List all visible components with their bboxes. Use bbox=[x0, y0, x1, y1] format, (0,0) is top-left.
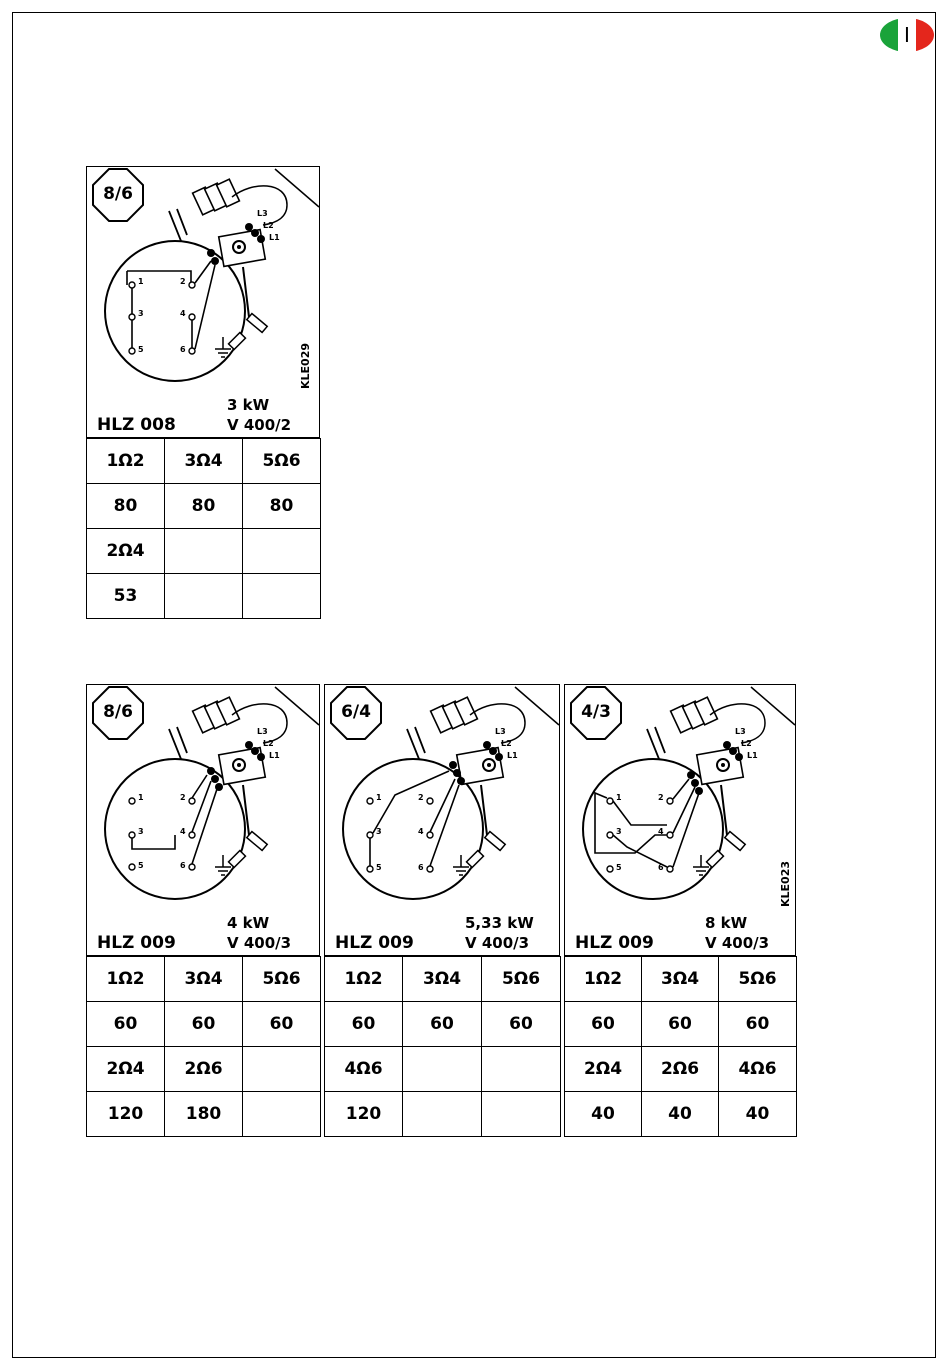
table-cell: 2Ω4 bbox=[87, 529, 165, 574]
table-cell: 60 bbox=[165, 1002, 243, 1047]
voltage-label: V 400/2 bbox=[227, 416, 292, 434]
table-row bbox=[565, 1092, 797, 1137]
table-cell: 60 bbox=[403, 1002, 482, 1047]
line-label-l2: L2 bbox=[263, 739, 274, 748]
terminal-2: 2 bbox=[658, 793, 664, 802]
terminal-4: 4 bbox=[180, 309, 186, 318]
model-label: HLZ 009 bbox=[575, 933, 654, 953]
ratio-label: 8/6 bbox=[103, 702, 133, 722]
resistance-table bbox=[324, 956, 561, 1137]
table-cell: 80 bbox=[87, 484, 165, 529]
terminal-1: 1 bbox=[616, 793, 622, 802]
table-row bbox=[87, 574, 321, 619]
table-cell: 3Ω4 bbox=[165, 439, 243, 484]
model-label: HLZ 009 bbox=[335, 933, 414, 953]
terminal-6: 6 bbox=[180, 345, 186, 354]
table-row bbox=[565, 1047, 797, 1092]
terminal-2: 2 bbox=[180, 793, 186, 802]
voltage-label: V 400/3 bbox=[705, 934, 770, 952]
table-row bbox=[325, 1092, 561, 1137]
wiring-diagram bbox=[86, 684, 320, 956]
voltage-label: V 400/3 bbox=[465, 934, 530, 952]
diagram-code: KLE023 bbox=[779, 860, 792, 907]
terminal-5: 5 bbox=[138, 345, 144, 354]
table-row bbox=[87, 1092, 321, 1137]
terminal-3: 3 bbox=[138, 827, 144, 836]
table-row bbox=[87, 484, 321, 529]
voltage-label: V 400/3 bbox=[227, 934, 292, 952]
table-cell: 4Ω6 bbox=[325, 1047, 403, 1092]
table-cell bbox=[243, 1092, 321, 1137]
table-cell: 2Ω4 bbox=[565, 1047, 642, 1092]
table-row bbox=[87, 439, 321, 484]
line-label-l2: L2 bbox=[741, 739, 752, 748]
terminal-4: 4 bbox=[658, 827, 664, 836]
table-cell: 3Ω4 bbox=[403, 957, 482, 1002]
table-cell: 2Ω6 bbox=[642, 1047, 719, 1092]
table-cell: 60 bbox=[87, 1002, 165, 1047]
table-cell: 5Ω6 bbox=[482, 957, 561, 1002]
table-cell: 53 bbox=[87, 574, 165, 619]
table-cell: 40 bbox=[642, 1092, 719, 1137]
table-cell: 4Ω6 bbox=[719, 1047, 797, 1092]
table-cell: 3Ω4 bbox=[642, 957, 719, 1002]
table-row bbox=[87, 957, 321, 1002]
power-label: 8 kW bbox=[705, 914, 748, 932]
wiring-diagram bbox=[86, 166, 320, 438]
terminal-1: 1 bbox=[138, 277, 144, 286]
model-label: HLZ 009 bbox=[97, 933, 176, 953]
table-cell bbox=[165, 529, 243, 574]
line-label-l1: L1 bbox=[507, 751, 518, 760]
table-cell: 40 bbox=[719, 1092, 797, 1137]
line-label-l1: L1 bbox=[269, 233, 280, 242]
table-cell: 60 bbox=[325, 1002, 403, 1047]
line-label-l2: L2 bbox=[501, 739, 512, 748]
table-cell: 40 bbox=[565, 1092, 642, 1137]
table-row bbox=[87, 1002, 321, 1047]
line-label-l3: L3 bbox=[735, 727, 746, 736]
power-label: 4 kW bbox=[227, 914, 270, 932]
table-row bbox=[325, 1047, 561, 1092]
terminal-3: 3 bbox=[138, 309, 144, 318]
table-cell: 120 bbox=[325, 1092, 403, 1137]
table-cell: 5Ω6 bbox=[719, 957, 797, 1002]
wiring-diagram bbox=[564, 684, 796, 956]
diagram-drawing bbox=[87, 685, 321, 957]
table-cell bbox=[482, 1047, 561, 1092]
terminal-5: 5 bbox=[616, 863, 622, 872]
table-row bbox=[565, 957, 797, 1002]
language-flag-icon[interactable] bbox=[878, 16, 936, 54]
power-label: 5,33 kW bbox=[465, 914, 534, 932]
table-cell: 1Ω2 bbox=[87, 439, 165, 484]
resistance-table bbox=[86, 956, 321, 1137]
table-row bbox=[565, 1002, 797, 1047]
diagram-code: KLE029 bbox=[299, 342, 312, 389]
line-label-l3: L3 bbox=[495, 727, 506, 736]
table-cell: 80 bbox=[243, 484, 321, 529]
table-cell: 5Ω6 bbox=[243, 439, 321, 484]
table-cell bbox=[403, 1092, 482, 1137]
terminal-4: 4 bbox=[180, 827, 186, 836]
power-label: 3 kW bbox=[227, 396, 270, 414]
table-cell: 1Ω2 bbox=[325, 957, 403, 1002]
resistance-table bbox=[86, 438, 321, 619]
table-cell: 60 bbox=[642, 1002, 719, 1047]
table-row bbox=[325, 957, 561, 1002]
table-cell: 120 bbox=[87, 1092, 165, 1137]
table-cell bbox=[243, 529, 321, 574]
table-cell: 80 bbox=[165, 484, 243, 529]
line-label-l1: L1 bbox=[747, 751, 758, 760]
table-cell: 60 bbox=[565, 1002, 642, 1047]
line-label-l3: L3 bbox=[257, 209, 268, 218]
terminal-1: 1 bbox=[138, 793, 144, 802]
table-cell: 5Ω6 bbox=[243, 957, 321, 1002]
ratio-label: 8/6 bbox=[103, 184, 133, 204]
table-cell bbox=[165, 574, 243, 619]
table-cell bbox=[482, 1092, 561, 1137]
table-cell: 1Ω2 bbox=[565, 957, 642, 1002]
line-label-l2: L2 bbox=[263, 221, 274, 230]
table-cell: 60 bbox=[482, 1002, 561, 1047]
table-row bbox=[325, 1002, 561, 1047]
ratio-label: 6/4 bbox=[341, 702, 371, 722]
resistance-table bbox=[564, 956, 797, 1137]
terminal-3: 3 bbox=[376, 827, 382, 836]
table-cell bbox=[243, 1047, 321, 1092]
terminal-4: 4 bbox=[418, 827, 424, 836]
terminal-5: 5 bbox=[376, 863, 382, 872]
terminal-6: 6 bbox=[658, 863, 664, 872]
terminal-6: 6 bbox=[180, 861, 186, 870]
terminal-6: 6 bbox=[418, 863, 424, 872]
table-cell bbox=[243, 574, 321, 619]
table-cell: 60 bbox=[719, 1002, 797, 1047]
table-row bbox=[87, 1047, 321, 1092]
model-label: HLZ 008 bbox=[97, 415, 176, 435]
terminal-2: 2 bbox=[180, 277, 186, 286]
wiring-diagram bbox=[324, 684, 560, 956]
diagram-drawing bbox=[87, 167, 321, 439]
diagram-drawing bbox=[565, 685, 797, 957]
terminal-2: 2 bbox=[418, 793, 424, 802]
table-cell: 2Ω6 bbox=[165, 1047, 243, 1092]
table-cell: 2Ω4 bbox=[87, 1047, 165, 1092]
line-label-l1: L1 bbox=[269, 751, 280, 760]
terminal-5: 5 bbox=[138, 861, 144, 870]
table-cell: 60 bbox=[243, 1002, 321, 1047]
flag-letter: I bbox=[904, 23, 910, 47]
table-cell: 180 bbox=[165, 1092, 243, 1137]
table-cell: 1Ω2 bbox=[87, 957, 165, 1002]
table-cell bbox=[403, 1047, 482, 1092]
table-row bbox=[87, 529, 321, 574]
table-cell: 3Ω4 bbox=[165, 957, 243, 1002]
terminal-3: 3 bbox=[616, 827, 622, 836]
ratio-label: 4/3 bbox=[581, 702, 611, 722]
line-label-l3: L3 bbox=[257, 727, 268, 736]
terminal-1: 1 bbox=[376, 793, 382, 802]
